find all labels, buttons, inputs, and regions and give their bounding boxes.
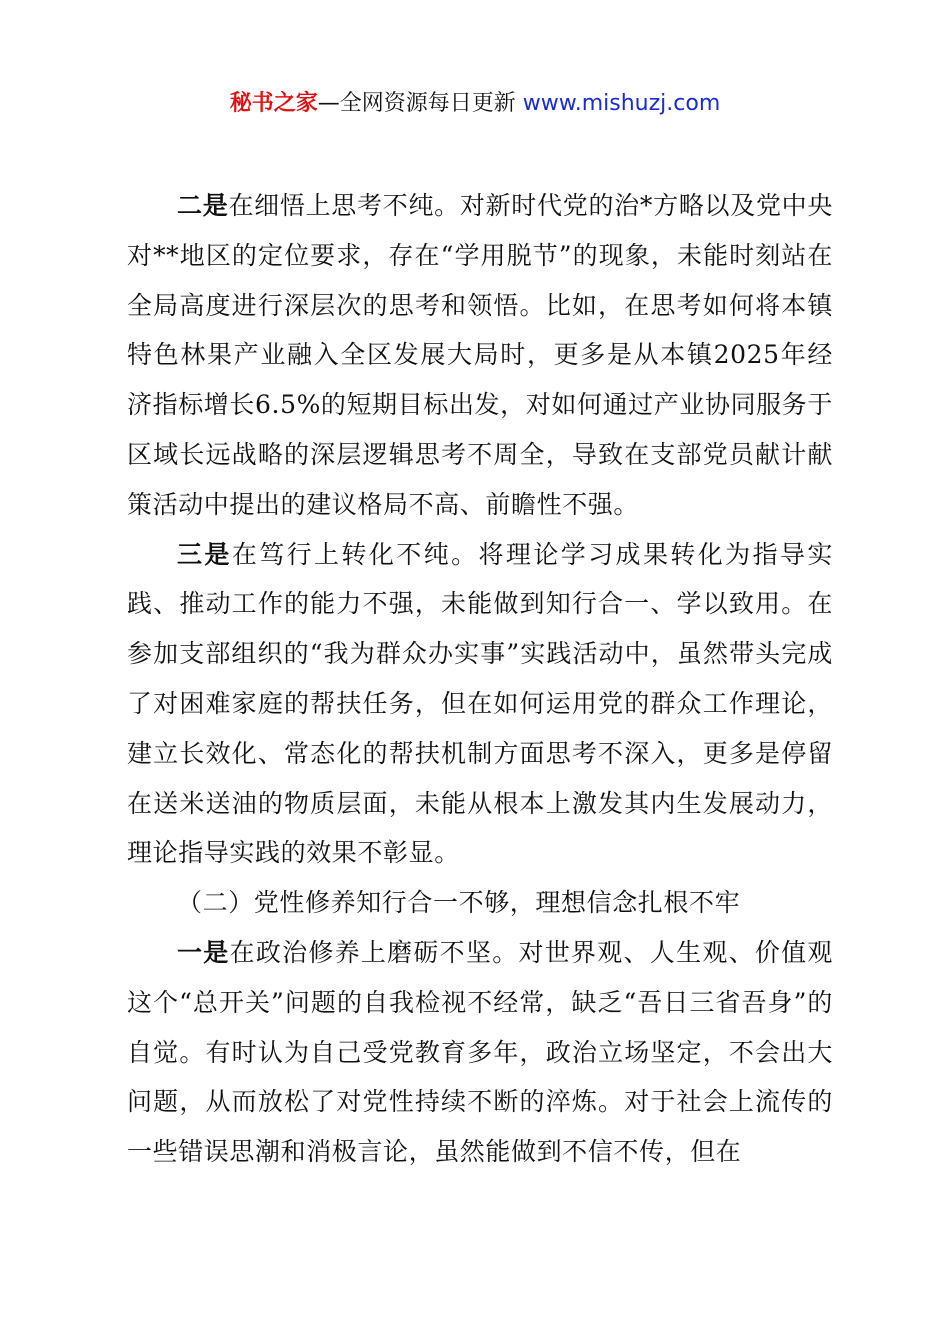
paragraph-erxshi: [127, 181, 833, 530]
site-header: [0, 88, 950, 120]
site-slogan: —全网资源每日更新: [317, 91, 523, 116]
paragraph-lead: 二是: [177, 191, 229, 220]
paragraph-text: 在细悟上思考不纯。对新时代党的治*方略以及党中央对**地区的定位要求，存在“学用脱节”的现象，未能时刻站在全局高度进行深层次的思考和领悟。比如，在思考如何将本镇特色林果产业融入全区发展大局时，更多是从本镇2025年经济指标增长6.5%的短期目标出发，对如何通过产业协同服务于区域长远战略的深层逻辑思考不周全，导致在支部党员献计献策活动中提出的建议格局不高、前瞻性不强。: [127, 191, 833, 519]
paragraph-yishi: [127, 928, 833, 1177]
paragraph-text: 在政治修养上磨砺不坚。对世界观、人生观、价值观这个“总开关”问题的自我检视不经常，缺乏“吾日三省吾身”的自觉。有时认为自己受党教育多年，政治立场坚定，不会出大问题，从而放松了对党性持续不断的淬炼。对于社会上流传的一些错误思潮和消极言论，虽然能做到不信不传，但在: [127, 937, 834, 1167]
paragraph-lead: 三是: [177, 539, 232, 569]
site-brand: 秘书之家: [229, 91, 318, 116]
paragraph-sanshi: [127, 530, 833, 879]
paragraph-lead: 一是: [177, 937, 230, 967]
section-heading: [127, 878, 833, 928]
document-body: [127, 181, 833, 1177]
section-heading-text: （二）党性修养知行合一不够，理想信念扎根不牢: [177, 888, 741, 918]
paragraph-text: 在笃行上转化不纯。将理论学习成果转化为指导实践、推动工作的能力不强，未能做到知行合一、学以致用。在参加支部组织的“我为群众办实事”实践活动中，虽然带头完成了对困难家庭的帮扶任务，但在如何运用党的群众工作理论，建立长效化、常态化的帮扶机制方面思考不深入，更多是停留在送米送油的物质层面，未能从根本上激发其内生发展动力，理论指导实践的效果不彰显。: [127, 539, 834, 868]
site-url[interactable]: www.mishuzj.com: [522, 91, 721, 116]
